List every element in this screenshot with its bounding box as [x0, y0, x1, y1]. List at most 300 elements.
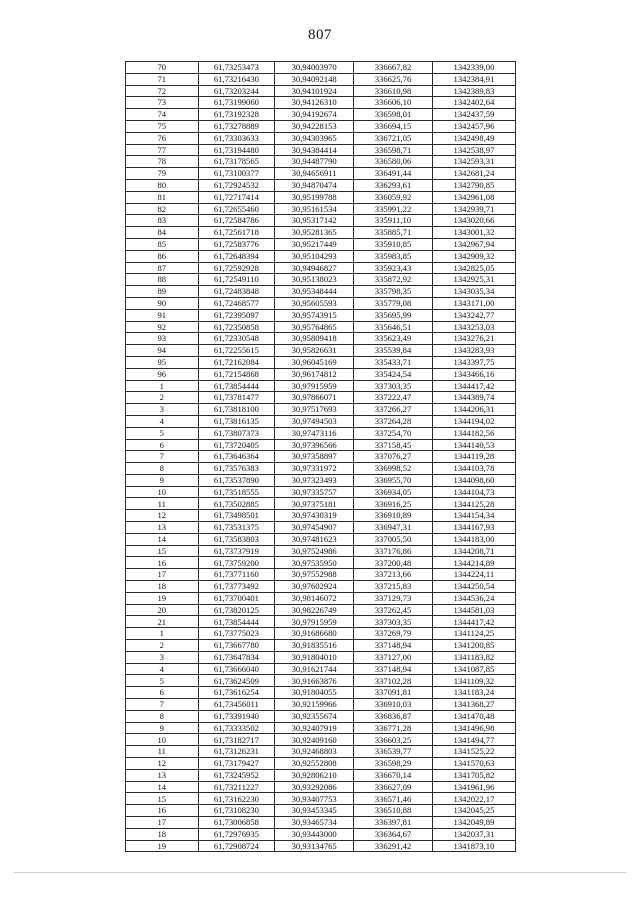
point-number-cell: 18 [126, 581, 199, 593]
y-coordinate-cell: 1342457,96 [432, 120, 515, 132]
longitude-cell: 30,97535950 [275, 557, 354, 569]
table-row [126, 533, 516, 545]
point-number-cell: 3 [126, 404, 199, 416]
coordinates-table-body [126, 62, 516, 852]
y-coordinate-cell: 1344417,42 [432, 380, 515, 392]
latitude-cell: 61,72583776 [198, 238, 275, 250]
point-number-cell: 15 [126, 545, 199, 557]
longitude-cell: 30,94303965 [275, 132, 354, 144]
y-coordinate-cell: 1341570,63 [432, 758, 515, 770]
longitude-cell: 30,97517693 [275, 404, 354, 416]
table-row [126, 297, 516, 309]
y-coordinate-cell: 1341705,82 [432, 769, 515, 781]
table-row [126, 179, 516, 191]
latitude-cell: 61,73253473 [198, 62, 275, 74]
point-number-cell: 16 [126, 805, 199, 817]
table-row [126, 227, 516, 239]
x-coordinate-cell: 336491,44 [354, 168, 433, 180]
latitude-cell: 61,73781477 [198, 392, 275, 404]
longitude-cell: 30,95605593 [275, 297, 354, 309]
y-coordinate-cell: 1344103,78 [432, 463, 515, 475]
table-row [126, 404, 516, 416]
table-row [126, 463, 516, 475]
x-coordinate-cell: 337148,94 [354, 640, 433, 652]
x-coordinate-cell: 336291,42 [354, 840, 433, 852]
x-coordinate-cell: 336397,81 [354, 817, 433, 829]
y-coordinate-cell: 1344206,31 [432, 404, 515, 416]
x-coordinate-cell: 336510,88 [354, 805, 433, 817]
longitude-cell: 30,94101924 [275, 85, 354, 97]
latitude-cell: 61,73854444 [198, 380, 275, 392]
longitude-cell: 30,94384414 [275, 144, 354, 156]
table-row [126, 522, 516, 534]
point-number-cell: 85 [126, 238, 199, 250]
latitude-cell: 61,73518555 [198, 486, 275, 498]
table-row [126, 132, 516, 144]
y-coordinate-cell: 1341494,77 [432, 734, 515, 746]
latitude-cell: 61,72162084 [198, 356, 275, 368]
y-coordinate-cell: 1342909,32 [432, 250, 515, 262]
table-row [126, 191, 516, 203]
table-row [126, 510, 516, 522]
longitude-cell: 30,93443000 [275, 828, 354, 840]
y-coordinate-cell: 1342961,08 [432, 191, 515, 203]
y-coordinate-cell: 1342925,31 [432, 274, 515, 286]
longitude-cell: 30,92552808 [275, 758, 354, 770]
page-bottom-edge [14, 872, 626, 873]
y-coordinate-cell: 1341525,22 [432, 746, 515, 758]
x-coordinate-cell: 335798,35 [354, 286, 433, 298]
table-row [126, 203, 516, 215]
longitude-cell: 30,95348444 [275, 286, 354, 298]
x-coordinate-cell: 335885,71 [354, 227, 433, 239]
longitude-cell: 30,93407753 [275, 793, 354, 805]
table-row [126, 439, 516, 451]
latitude-cell: 61,72395097 [198, 309, 275, 321]
latitude-cell: 61,73759200 [198, 557, 275, 569]
x-coordinate-cell: 337303,35 [354, 616, 433, 628]
longitude-cell: 30,97915959 [275, 380, 354, 392]
y-coordinate-cell: 1342037,31 [432, 828, 515, 840]
latitude-cell: 61,72549110 [198, 274, 275, 286]
table-row [126, 675, 516, 687]
y-coordinate-cell: 1343035,34 [432, 286, 515, 298]
table-row [126, 309, 516, 321]
point-number-cell: 12 [126, 510, 199, 522]
longitude-cell: 30,97552988 [275, 569, 354, 581]
table-row [126, 498, 516, 510]
longitude-cell: 30,94656911 [275, 168, 354, 180]
latitude-cell: 61,72717414 [198, 191, 275, 203]
y-coordinate-cell: 1344194,02 [432, 415, 515, 427]
point-number-cell: 86 [126, 250, 199, 262]
point-number-cell: 20 [126, 604, 199, 616]
table-row [126, 321, 516, 333]
y-coordinate-cell: 1342939,71 [432, 203, 515, 215]
x-coordinate-cell: 336610,98 [354, 85, 433, 97]
table-row [126, 345, 516, 357]
point-number-cell: 18 [126, 828, 199, 840]
y-coordinate-cell: 1341087,85 [432, 663, 515, 675]
latitude-cell: 61,73303633 [198, 132, 275, 144]
latitude-cell: 61,73178565 [198, 156, 275, 168]
table-row [126, 474, 516, 486]
longitude-cell: 30,95281365 [275, 227, 354, 239]
latitude-cell: 61,73391940 [198, 710, 275, 722]
x-coordinate-cell: 336910,89 [354, 510, 433, 522]
x-coordinate-cell: 336694,15 [354, 120, 433, 132]
x-coordinate-cell: 336598,29 [354, 758, 433, 770]
table-row [126, 168, 516, 180]
table-row [126, 557, 516, 569]
latitude-cell: 61,72154868 [198, 368, 275, 380]
longitude-cell: 30,97331972 [275, 463, 354, 475]
longitude-cell: 30,97473116 [275, 427, 354, 439]
latitude-cell: 61,73720405 [198, 439, 275, 451]
point-number-cell: 89 [126, 286, 199, 298]
table-row [126, 215, 516, 227]
x-coordinate-cell: 337129,73 [354, 592, 433, 604]
x-coordinate-cell: 336603,25 [354, 734, 433, 746]
x-coordinate-cell: 336059,92 [354, 191, 433, 203]
longitude-cell: 30,92806210 [275, 769, 354, 781]
longitude-cell: 30,93453345 [275, 805, 354, 817]
latitude-cell: 61,73818100 [198, 404, 275, 416]
point-number-cell: 88 [126, 274, 199, 286]
x-coordinate-cell: 336998,52 [354, 463, 433, 475]
point-number-cell: 4 [126, 415, 199, 427]
table-row [126, 415, 516, 427]
longitude-cell: 30,92409160 [275, 734, 354, 746]
y-coordinate-cell: 1344389,74 [432, 392, 515, 404]
table-row [126, 333, 516, 345]
x-coordinate-cell: 335923,43 [354, 262, 433, 274]
latitude-cell: 61,73667780 [198, 640, 275, 652]
latitude-cell: 61,73775023 [198, 628, 275, 640]
longitude-cell: 30,97396566 [275, 439, 354, 451]
point-number-cell: 92 [126, 321, 199, 333]
y-coordinate-cell: 1342790,85 [432, 179, 515, 191]
longitude-cell: 30,94487790 [275, 156, 354, 168]
x-coordinate-cell: 337254,70 [354, 427, 433, 439]
longitude-cell: 30,97358897 [275, 451, 354, 463]
y-coordinate-cell: 1343020,66 [432, 215, 515, 227]
longitude-cell: 30,93292086 [275, 781, 354, 793]
x-coordinate-cell: 336627,09 [354, 781, 433, 793]
table-row [126, 545, 516, 557]
x-coordinate-cell: 337127,00 [354, 651, 433, 663]
longitude-cell: 30,97375181 [275, 498, 354, 510]
longitude-cell: 30,92355674 [275, 710, 354, 722]
y-coordinate-cell: 1341470,48 [432, 710, 515, 722]
latitude-cell: 61,72483848 [198, 286, 275, 298]
x-coordinate-cell: 336598,71 [354, 144, 433, 156]
x-coordinate-cell: 337264,28 [354, 415, 433, 427]
table-row [126, 109, 516, 121]
table-row [126, 840, 516, 852]
latitude-cell: 61,73006858 [198, 817, 275, 829]
x-coordinate-cell: 336836,87 [354, 710, 433, 722]
latitude-cell: 61,73737919 [198, 545, 275, 557]
point-number-cell: 75 [126, 120, 199, 132]
y-coordinate-cell: 1342825,05 [432, 262, 515, 274]
longitude-cell: 30,93465734 [275, 817, 354, 829]
longitude-cell: 30,97323493 [275, 474, 354, 486]
y-coordinate-cell: 1342049,89 [432, 817, 515, 829]
x-coordinate-cell: 336947,31 [354, 522, 433, 534]
x-coordinate-cell: 336606,10 [354, 97, 433, 109]
longitude-cell: 30,95317142 [275, 215, 354, 227]
point-number-cell: 9 [126, 722, 199, 734]
latitude-cell: 61,73771160 [198, 569, 275, 581]
x-coordinate-cell: 336571,46 [354, 793, 433, 805]
x-coordinate-cell: 337091,81 [354, 687, 433, 699]
point-number-cell: 94 [126, 345, 199, 357]
point-number-cell: 87 [126, 262, 199, 274]
point-number-cell: 2 [126, 640, 199, 652]
point-number-cell: 21 [126, 616, 199, 628]
point-number-cell: 6 [126, 687, 199, 699]
point-number-cell: 5 [126, 675, 199, 687]
latitude-cell: 61,73583803 [198, 533, 275, 545]
table-row [126, 734, 516, 746]
table-row [126, 286, 516, 298]
point-number-cell: 14 [126, 781, 199, 793]
y-coordinate-cell: 1344119,28 [432, 451, 515, 463]
point-number-cell: 76 [126, 132, 199, 144]
latitude-cell: 61,72330548 [198, 333, 275, 345]
table-row [126, 651, 516, 663]
point-number-cell: 90 [126, 297, 199, 309]
longitude-cell: 30,97524986 [275, 545, 354, 557]
table-row [126, 356, 516, 368]
x-coordinate-cell: 337215,83 [354, 581, 433, 593]
longitude-cell: 30,93134765 [275, 840, 354, 852]
longitude-cell: 30,97335757 [275, 486, 354, 498]
longitude-cell: 30,97602924 [275, 581, 354, 593]
x-coordinate-cell: 337005,50 [354, 533, 433, 545]
table-row [126, 699, 516, 711]
point-number-cell: 12 [126, 758, 199, 770]
point-number-cell: 11 [126, 746, 199, 758]
y-coordinate-cell: 1342389,83 [432, 85, 515, 97]
x-coordinate-cell: 335911,10 [354, 215, 433, 227]
longitude-cell: 30,91621744 [275, 663, 354, 675]
point-number-cell: 8 [126, 463, 199, 475]
point-number-cell: 1 [126, 380, 199, 392]
y-coordinate-cell: 1344250,54 [432, 581, 515, 593]
point-number-cell: 4 [126, 663, 199, 675]
table-row [126, 451, 516, 463]
point-number-cell: 13 [126, 522, 199, 534]
x-coordinate-cell: 336771,28 [354, 722, 433, 734]
latitude-cell: 61,73820125 [198, 604, 275, 616]
latitude-cell: 61,73647834 [198, 651, 275, 663]
point-number-cell: 74 [126, 109, 199, 121]
x-coordinate-cell: 336670,14 [354, 769, 433, 781]
y-coordinate-cell: 1343253,03 [432, 321, 515, 333]
latitude-cell: 61,73537890 [198, 474, 275, 486]
longitude-cell: 30,97866071 [275, 392, 354, 404]
x-coordinate-cell: 336539,77 [354, 746, 433, 758]
table-row [126, 73, 516, 85]
longitude-cell: 30,95743915 [275, 309, 354, 321]
y-coordinate-cell: 1343283,93 [432, 345, 515, 357]
longitude-cell: 30,97494503 [275, 415, 354, 427]
table-row [126, 817, 516, 829]
table-row [126, 250, 516, 262]
y-coordinate-cell: 1342022,17 [432, 793, 515, 805]
latitude-cell: 61,73179427 [198, 758, 275, 770]
y-coordinate-cell: 1344140,53 [432, 439, 515, 451]
table-row [126, 97, 516, 109]
table-row [126, 687, 516, 699]
point-number-cell: 96 [126, 368, 199, 380]
latitude-cell: 61,72592928 [198, 262, 275, 274]
y-coordinate-cell: 1344098,60 [432, 474, 515, 486]
longitude-cell: 30,98146072 [275, 592, 354, 604]
point-number-cell: 7 [126, 699, 199, 711]
latitude-cell: 61,72561718 [198, 227, 275, 239]
y-coordinate-cell: 1343242,77 [432, 309, 515, 321]
point-number-cell: 14 [126, 533, 199, 545]
x-coordinate-cell: 336955,70 [354, 474, 433, 486]
table-row [126, 592, 516, 604]
y-coordinate-cell: 1344214,89 [432, 557, 515, 569]
x-coordinate-cell: 335991,22 [354, 203, 433, 215]
table-row [126, 368, 516, 380]
point-number-cell: 83 [126, 215, 199, 227]
latitude-cell: 61,73666040 [198, 663, 275, 675]
latitude-cell: 61,73531375 [198, 522, 275, 534]
point-number-cell: 71 [126, 73, 199, 85]
table-row [126, 581, 516, 593]
point-number-cell: 77 [126, 144, 199, 156]
x-coordinate-cell: 335983,85 [354, 250, 433, 262]
y-coordinate-cell: 1341368,27 [432, 699, 515, 711]
point-number-cell: 17 [126, 817, 199, 829]
page-number: 807 [308, 27, 332, 43]
latitude-cell: 61,73108230 [198, 805, 275, 817]
latitude-cell: 61,72648394 [198, 250, 275, 262]
latitude-cell: 61,73807373 [198, 427, 275, 439]
table-row [126, 156, 516, 168]
x-coordinate-cell: 335433,71 [354, 356, 433, 368]
x-coordinate-cell: 337222,47 [354, 392, 433, 404]
longitude-cell: 30,95217449 [275, 238, 354, 250]
latitude-cell: 61,73194480 [198, 144, 275, 156]
longitude-cell: 30,94946827 [275, 262, 354, 274]
x-coordinate-cell: 337269,79 [354, 628, 433, 640]
longitude-cell: 30,92159966 [275, 699, 354, 711]
x-coordinate-cell: 337176,86 [354, 545, 433, 557]
latitude-cell: 61,73576383 [198, 463, 275, 475]
table-row [126, 758, 516, 770]
x-coordinate-cell: 336598,01 [354, 109, 433, 121]
y-coordinate-cell: 1344417,42 [432, 616, 515, 628]
longitude-cell: 30,97430319 [275, 510, 354, 522]
table-row [126, 120, 516, 132]
point-number-cell: 10 [126, 734, 199, 746]
longitude-cell: 30,94003970 [275, 62, 354, 74]
latitude-cell: 61,73854444 [198, 616, 275, 628]
y-coordinate-cell: 1344183,00 [432, 533, 515, 545]
x-coordinate-cell: 335695,99 [354, 309, 433, 321]
x-coordinate-cell: 337200,48 [354, 557, 433, 569]
x-coordinate-cell: 337148,94 [354, 663, 433, 675]
longitude-cell: 30,95809418 [275, 333, 354, 345]
point-number-cell: 19 [126, 840, 199, 852]
longitude-cell: 30,91804055 [275, 687, 354, 699]
y-coordinate-cell: 1342538,97 [432, 144, 515, 156]
coordinates-table [125, 61, 516, 852]
table-row [126, 427, 516, 439]
latitude-cell: 61,73816135 [198, 415, 275, 427]
point-number-cell: 19 [126, 592, 199, 604]
table-row [126, 781, 516, 793]
x-coordinate-cell: 335872,92 [354, 274, 433, 286]
point-number-cell: 81 [126, 191, 199, 203]
y-coordinate-cell: 1343171,00 [432, 297, 515, 309]
point-number-cell: 10 [126, 486, 199, 498]
point-number-cell: 13 [126, 769, 199, 781]
table-row [126, 793, 516, 805]
x-coordinate-cell: 335424,54 [354, 368, 433, 380]
x-coordinate-cell: 336667,82 [354, 62, 433, 74]
y-coordinate-cell: 1343001,32 [432, 227, 515, 239]
latitude-cell: 61,72255615 [198, 345, 275, 357]
point-number-cell: 73 [126, 97, 199, 109]
latitude-cell: 61,73333502 [198, 722, 275, 734]
table-row [126, 392, 516, 404]
y-coordinate-cell: 1344581,03 [432, 604, 515, 616]
table-row [126, 640, 516, 652]
y-coordinate-cell: 1342437,59 [432, 109, 515, 121]
y-coordinate-cell: 1341961,96 [432, 781, 515, 793]
longitude-cell: 30,92468803 [275, 746, 354, 758]
y-coordinate-cell: 1343397,75 [432, 356, 515, 368]
latitude-cell: 61,73211227 [198, 781, 275, 793]
point-number-cell: 78 [126, 156, 199, 168]
longitude-cell: 30,94092148 [275, 73, 354, 85]
x-coordinate-cell: 335646,51 [354, 321, 433, 333]
latitude-cell: 61,73502885 [198, 498, 275, 510]
longitude-cell: 30,94870474 [275, 179, 354, 191]
longitude-cell: 30,91663876 [275, 675, 354, 687]
table-row [126, 722, 516, 734]
y-coordinate-cell: 1342384,91 [432, 73, 515, 85]
longitude-cell: 30,94126310 [275, 97, 354, 109]
x-coordinate-cell: 337158,45 [354, 439, 433, 451]
latitude-cell: 61,72908724 [198, 840, 275, 852]
point-number-cell: 15 [126, 793, 199, 805]
x-coordinate-cell: 337076,27 [354, 451, 433, 463]
x-coordinate-cell: 336580,06 [354, 156, 433, 168]
table-row [126, 85, 516, 97]
table-row [126, 262, 516, 274]
x-coordinate-cell: 337266,27 [354, 404, 433, 416]
point-number-cell: 93 [126, 333, 199, 345]
longitude-cell: 30,97481623 [275, 533, 354, 545]
latitude-cell: 61,73646364 [198, 451, 275, 463]
y-coordinate-cell: 1344224,11 [432, 569, 515, 581]
y-coordinate-cell: 1344536,24 [432, 592, 515, 604]
latitude-cell: 61,73203244 [198, 85, 275, 97]
longitude-cell: 30,91686680 [275, 628, 354, 640]
y-coordinate-cell: 1344104,73 [432, 486, 515, 498]
table-row [126, 238, 516, 250]
latitude-cell: 61,72584786 [198, 215, 275, 227]
